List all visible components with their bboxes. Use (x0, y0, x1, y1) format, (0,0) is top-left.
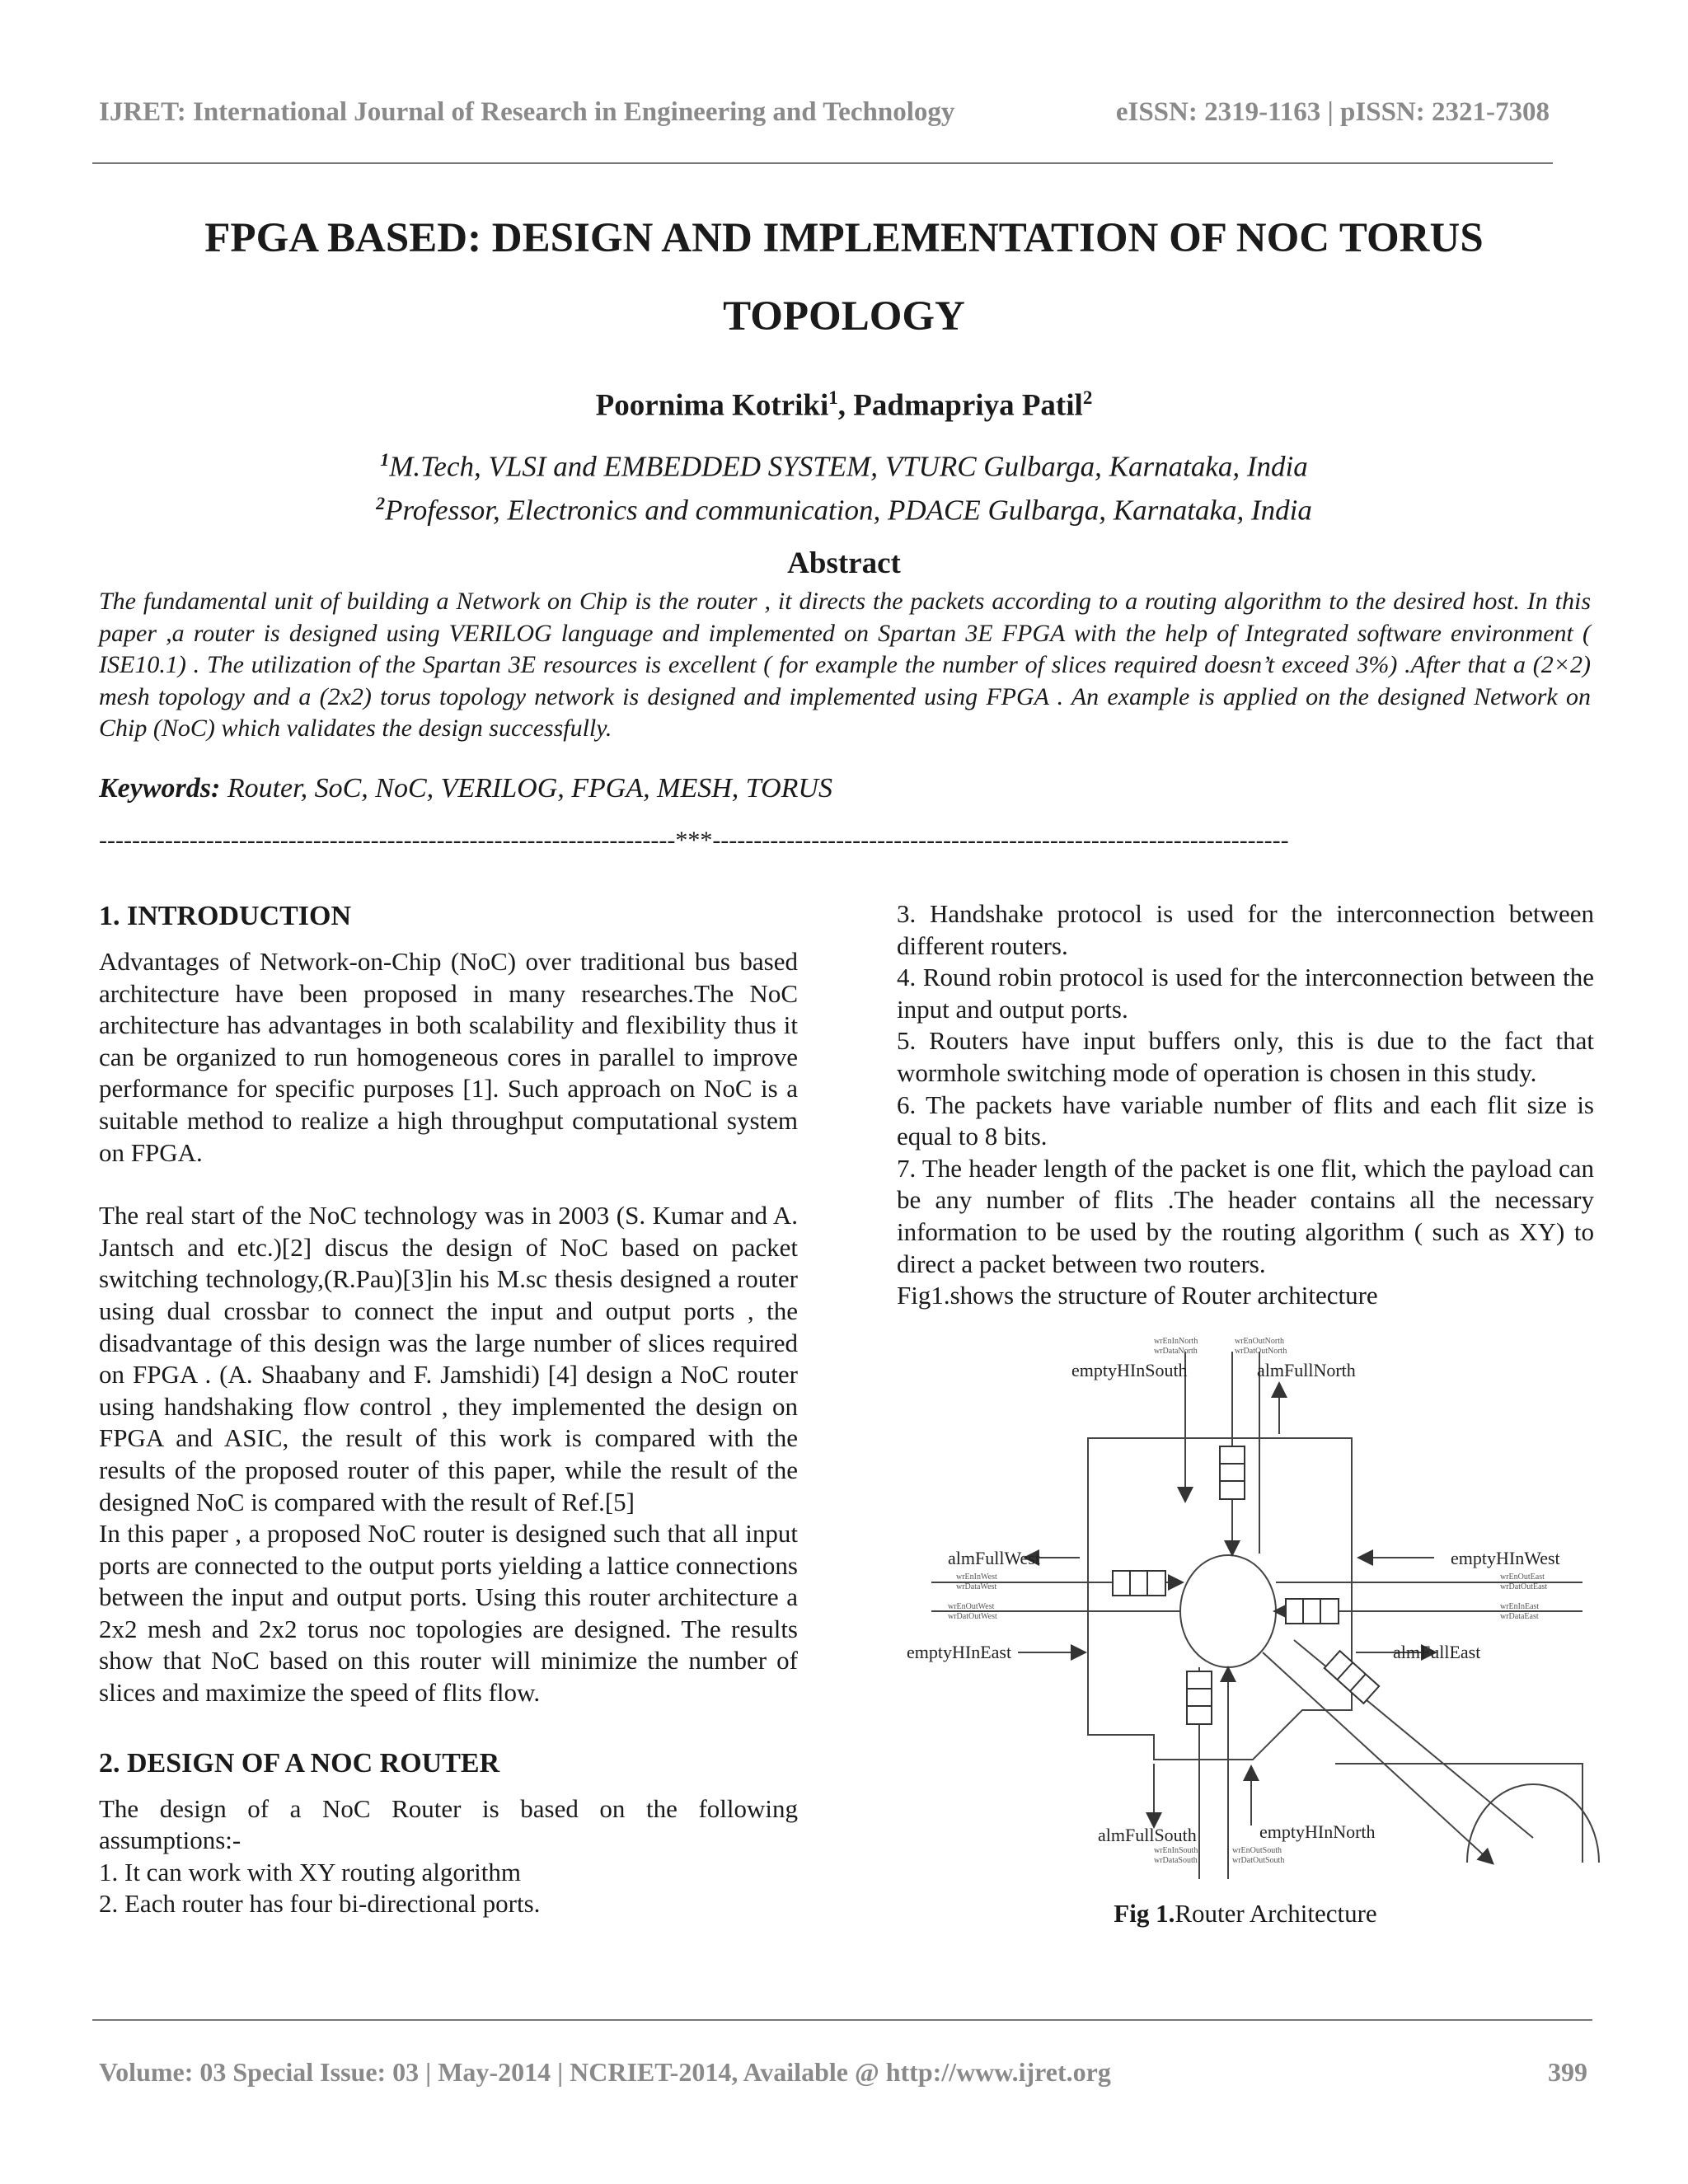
label-south-b: wrDataSouth (1154, 1856, 1198, 1865)
label-east-c: wrEnInEast (1500, 1602, 1540, 1611)
label-south-d: wrDatOutSouth (1232, 1856, 1285, 1865)
journal-name: IJRET: International Journal of Research in Engineering and Technology (99, 97, 955, 127)
issn-info: eISSN: 2319-1163 | pISSN: 2321-7308 (1115, 97, 1550, 127)
author-list (0, 387, 1688, 423)
assumption-4: 4. Round robin protocol is used for the interconnection between the input and output ports. (897, 963, 1594, 1024)
figure-caption (897, 1899, 1594, 1929)
figure-caption-label: Fig 1. (1114, 1899, 1175, 1928)
left-column (99, 898, 798, 1920)
label-west-a: wrEnInWest (956, 1572, 997, 1582)
running-header (99, 97, 1550, 128)
abstract-heading: Abstract (787, 546, 901, 580)
right-column (897, 898, 1594, 1312)
label-empty-h-in-east: emptyHInEast (907, 1642, 1012, 1662)
label-empty-h-in-west: emptyHInWest (1451, 1548, 1560, 1568)
affiliation-1 (0, 442, 1688, 485)
author-separator: , (837, 388, 854, 423)
label-west-c: wrEnOutWest (948, 1602, 995, 1611)
affiliation-1-text: M.Tech, VLSI and EMBEDDED SYSTEM, VTURC Gulbarga, Karnataka, India (389, 450, 1308, 483)
label-north-c: wrEnOutNorth (1235, 1337, 1284, 1346)
keywords (99, 773, 1591, 804)
title-line-2: TOPOLOGY (723, 293, 965, 340)
running-footer (99, 2057, 1587, 2088)
title-line-1: FPGA BASED: DESIGN AND IMPLEMENTATION OF NOC TORUS (204, 215, 1484, 261)
router-architecture-figure (907, 1335, 1615, 1879)
keywords-label: Keywords: (99, 773, 221, 804)
figure-reference: Fig1.shows the structure of Router architecture (897, 1281, 1378, 1310)
section-1-heading: 1. INTRODUCTION (99, 901, 352, 931)
affiliation-2 (0, 485, 1688, 529)
south-buffer (1187, 1671, 1212, 1724)
paper-title (124, 199, 1564, 356)
figure-caption-text: Router Architecture (1175, 1899, 1377, 1928)
page-number: 399 (1548, 2057, 1587, 2087)
label-alm-full-east: almFullEast (1393, 1642, 1481, 1662)
assumption-5: 5. Routers have input buffers only, this is due to the fact that wormhole switching mode of operation is chosen in this study. (897, 1026, 1594, 1087)
footer-rule (92, 2019, 1592, 2021)
intro-paragraph-1: Advantages of Network-on-Chip (NoC) over traditional bus based architecture have been proposed in many researches.The NoC architecture has advantages in both scalability and flexibility thus it can be organized to run homogeneous cores in parallel to improve performance for specific purposes [1]. Such approach on NoC is a suitable method to realize a high throughput computational system on FPGA. (99, 947, 798, 1167)
label-east-d: wrDataEast (1500, 1612, 1539, 1621)
label-west-d: wrDatOutWest (948, 1612, 997, 1621)
header-rule (92, 162, 1553, 164)
affiliation-2-mark: 2 (376, 492, 386, 513)
assumption-3: 3. Handshake protocol is used for the interconnection between different routers. (897, 899, 1594, 960)
assumption-7: 7. The header length of the packet is one flit, which the payload can be any number of flits .The header contains all the necessary information to be used by the routing algorithm ( such as XY) to direct a packet between two routers. (897, 1153, 1594, 1278)
author-1: Poornima Kotriki (595, 388, 829, 423)
west-buffer (1113, 1571, 1165, 1596)
neighbor-router-arc (1467, 1784, 1599, 1863)
author-2-affil-mark: 2 (1082, 387, 1093, 408)
assumption-6: 6. The packets have variable number of flits and each flit size is equal to 8 bits. (897, 1090, 1594, 1151)
crossbar-circle (1180, 1555, 1276, 1667)
author-1-affil-mark: 1 (828, 387, 838, 408)
intro-paragraph-3: In this paper , a proposed NoC router is designed such that all input ports are connected to the output ports yielding a lattice connections between the input and output ports. Using this router architecture a 2x2 mesh and 2x2 torus noc topologies are designed. The results show that NoC based on this router will minimize the number of slices and maximize the speed of flits flow. (99, 1519, 798, 1708)
label-empty-h-in-north: emptyHInNorth (1259, 1821, 1376, 1842)
affiliation-1-mark: 1 (380, 449, 390, 470)
label-alm-full-south: almFullSouth (1098, 1825, 1197, 1845)
label-alm-full-west: almFullWest (948, 1548, 1040, 1568)
intro-paragraph-2: The real start of the NoC technology was in 2003 (S. Kumar and A. Jantsch and etc.)[2] discus the design of NoC based on packet switching technology,(R.Pau)[3]in his M.sc thesis designed a router using dual crossbar to connect the input and output ports , the disadvantage of this design was the large number of slices required on FPGA . (A. Shaabany and F. Jamshidi) [4] design a NoC router using handshaking flow control , they implemented the design on FPGA and ASIC, the result of this work is compared with the results of the proposed router of this paper, while the result of the designed NoC is compared with the result of Ref.[5] (99, 1201, 798, 1516)
section-separator: ----------------------------------------------------------------------***---------------------------------------------------------------------- (99, 827, 1289, 854)
keywords-text: Router, SoC, NoC, VERILOG, FPGA, MESH, TORUS (220, 773, 832, 804)
affiliations (0, 442, 1688, 528)
label-empty-h-in-south: emptyHInSouth (1071, 1360, 1188, 1380)
north-buffer (1220, 1446, 1245, 1499)
label-north-a: wrEnInNorth (1154, 1337, 1198, 1346)
label-east-a: wrEnOutEast (1500, 1572, 1545, 1582)
abstract-text: The fundamental unit of building a Network on Chip is the router , it directs the packets according to a routing algorithm to the desired host. In this paper ,a router is designed using VERILOG language and implemented on Spartan 3E FPGA with the help of Integrated software environment ( ISE10.1) . The utilization of the Spartan 3E resources is excellent ( for example the number of slices required doesn’t exceed 3%) .After that a (2×2) mesh topology and a (2x2) torus topology network is designed and implemented using FPGA . An example is applied on the designed Network on Chip (NoC) which validates the design successfully. (99, 588, 1591, 742)
label-alm-full-north: almFullNorth (1257, 1360, 1356, 1380)
label-west-b: wrDataWest (956, 1582, 997, 1591)
affiliation-2-text: Professor, Electronics and communication, PDACE Gulbarga, Karnataka, India (385, 494, 1312, 527)
label-north-d: wrDatOutNorth (1235, 1347, 1287, 1356)
label-north-b: wrDataNorth (1154, 1347, 1198, 1356)
label-south-c: wrEnOutSouth (1232, 1846, 1282, 1855)
section-2-heading: 2. DESIGN OF A NOC ROUTER (99, 1747, 500, 1779)
author-2: Padmapriya Patil (853, 388, 1083, 423)
label-east-b: wrDatOutEast (1500, 1582, 1548, 1591)
label-south-a: wrEnInSouth (1154, 1846, 1198, 1855)
assumption-2: 2. Each router has four bi-directional ports. (99, 1889, 541, 1919)
assumption-1: 1. It can work with XY routing algorithm (99, 1857, 521, 1886)
footer-volume-info: Volume: 03 Special Issue: 03 | May-2014 | NCRIET-2014, Available @ http://www.ijret.org (99, 2057, 1111, 2087)
east-buffer (1286, 1599, 1339, 1624)
design-intro: The design of a NoC Router is based on the following assumptions:- (99, 1793, 798, 1855)
